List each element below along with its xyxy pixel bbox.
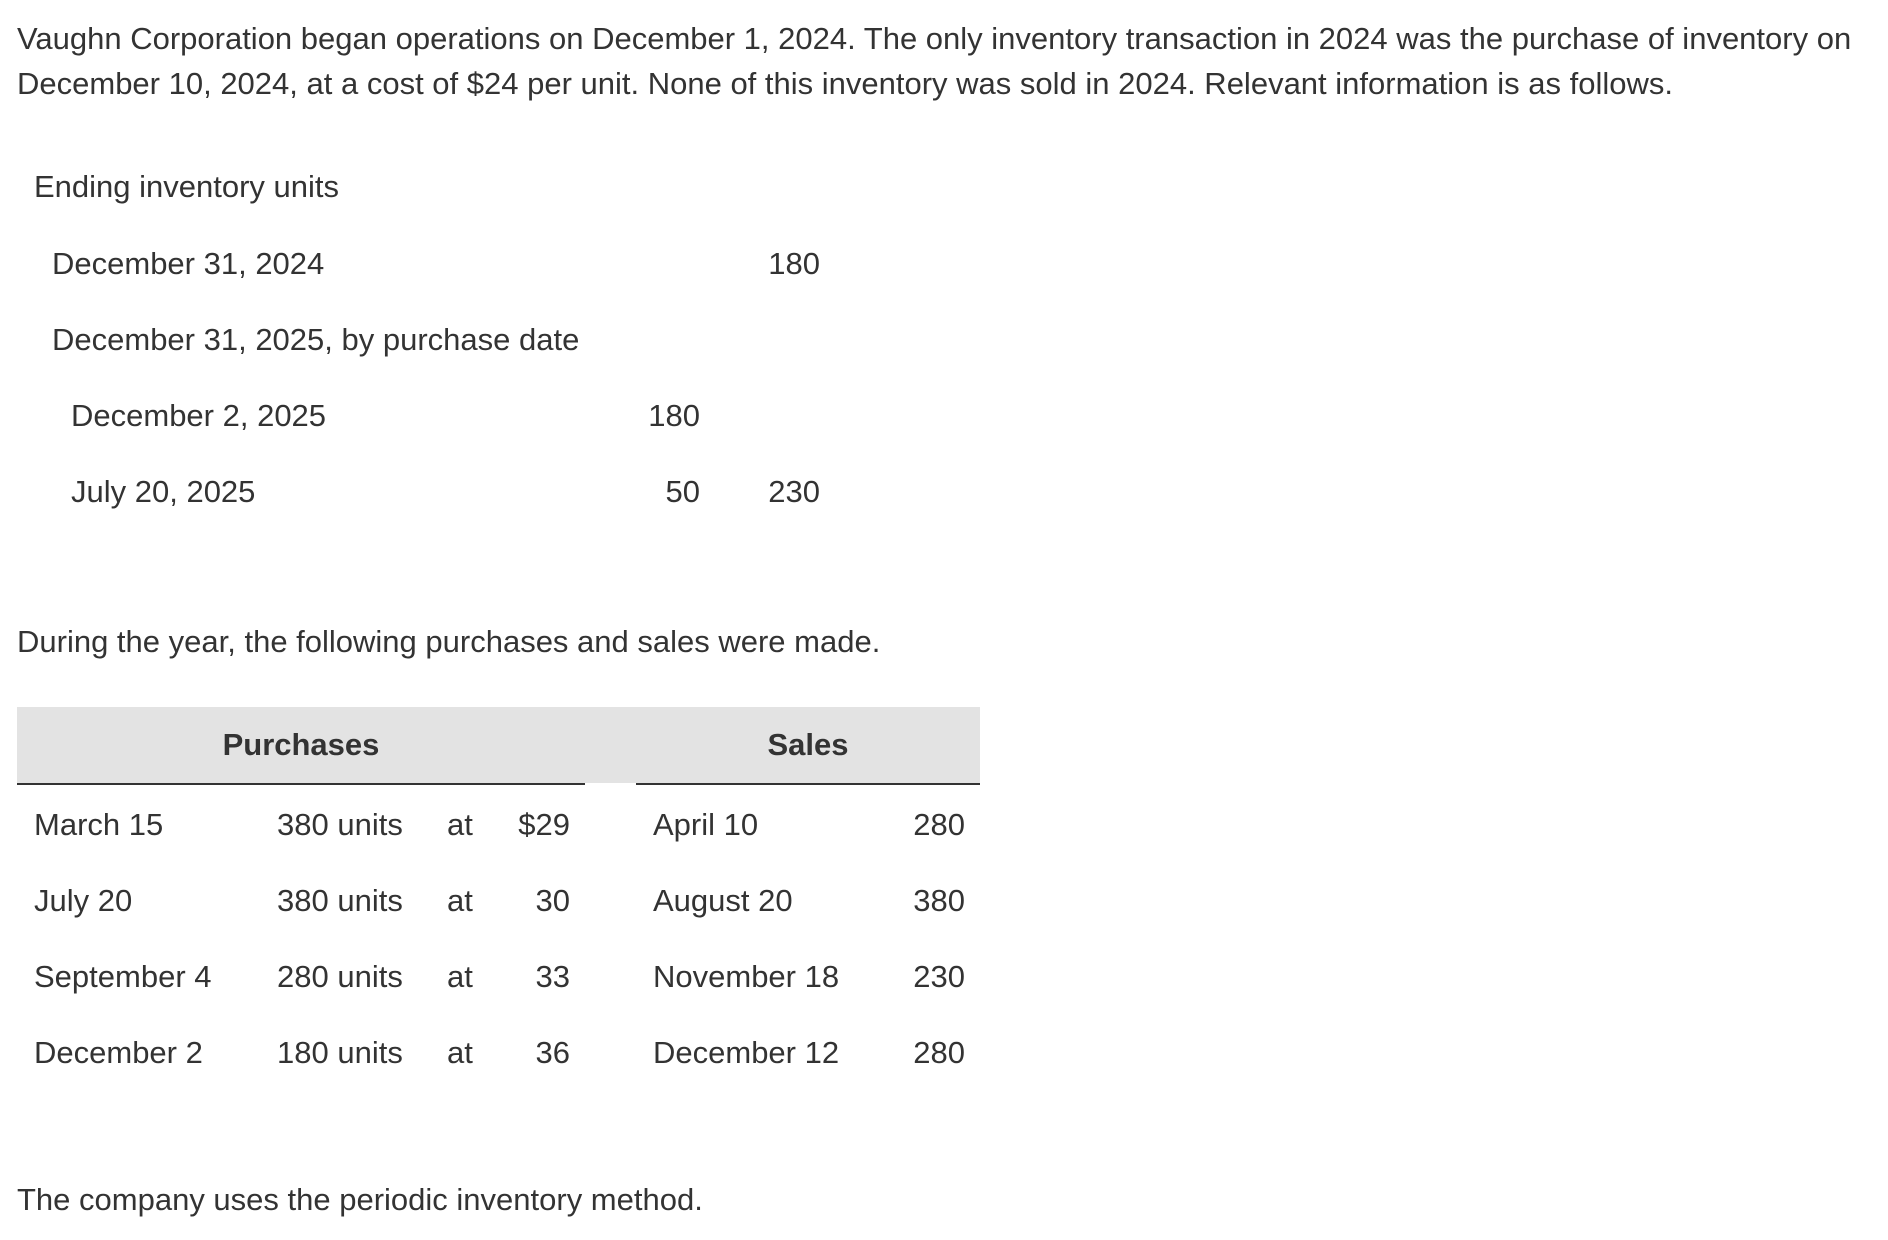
ending-row-units: 180 — [648, 398, 700, 433]
purchase-cost: 33 — [535, 959, 570, 994]
purchases-underline — [17, 783, 585, 785]
sale-units: 230 — [913, 959, 965, 994]
purchase-at: at — [447, 959, 473, 994]
purchase-cost: 30 — [535, 883, 570, 918]
purchase-cost: 36 — [535, 1035, 570, 1070]
sale-date: November 18 — [653, 959, 840, 994]
purchase-date: July 20 — [34, 883, 133, 918]
ending-row-units: 50 — [665, 474, 700, 509]
intro-paragraph: Vaughn Corporation began operations on December 1, 2024. The only inventory transaction in 2024 was the purchase of inventory on December 10, 2024, at a cost of $24 per unit. None of this inventory was sold in 2024. Relevant information is as follows. — [17, 21, 1852, 101]
sale-units: 280 — [913, 807, 965, 842]
purchase-cost: $29 — [518, 807, 570, 842]
purchase-at: at — [447, 807, 473, 842]
ending-row-label: December 2, 2025 — [71, 398, 327, 433]
sale-date: April 10 — [653, 807, 759, 842]
purchase-date: March 15 — [34, 807, 164, 842]
footer-text: The company uses the periodic inventory method. — [17, 1182, 703, 1217]
purchase-at: at — [447, 883, 473, 918]
purchase-units: 280 units — [277, 959, 403, 994]
sale-date: August 20 — [653, 883, 793, 918]
ending-row-label: July 20, 2025 — [71, 474, 256, 509]
purchase-date: December 2 — [34, 1035, 203, 1070]
purchase-date: September 4 — [34, 959, 212, 994]
sales-header: Sales — [767, 727, 849, 762]
dec31-2024-label: December 31, 2024 — [52, 246, 325, 281]
ending-inventory-title: Ending inventory units — [34, 169, 340, 204]
sale-units: 380 — [913, 883, 965, 918]
purchase-units: 380 units — [277, 883, 403, 918]
sale-date: December 12 — [653, 1035, 840, 1070]
during-year-text: During the year, the following purchases and sales were made. — [17, 624, 881, 659]
dec31-2024-total: 180 — [768, 246, 820, 281]
dec31-2025-label: December 31, 2025, by purchase date — [52, 322, 580, 357]
sales-underline — [636, 783, 980, 785]
purchase-at: at — [447, 1035, 473, 1070]
ending-row-total: 230 — [768, 474, 820, 509]
sale-units: 280 — [913, 1035, 965, 1070]
purchases-header: Purchases — [222, 727, 380, 762]
purchase-units: 380 units — [277, 807, 403, 842]
purchase-units: 180 units — [277, 1035, 403, 1070]
